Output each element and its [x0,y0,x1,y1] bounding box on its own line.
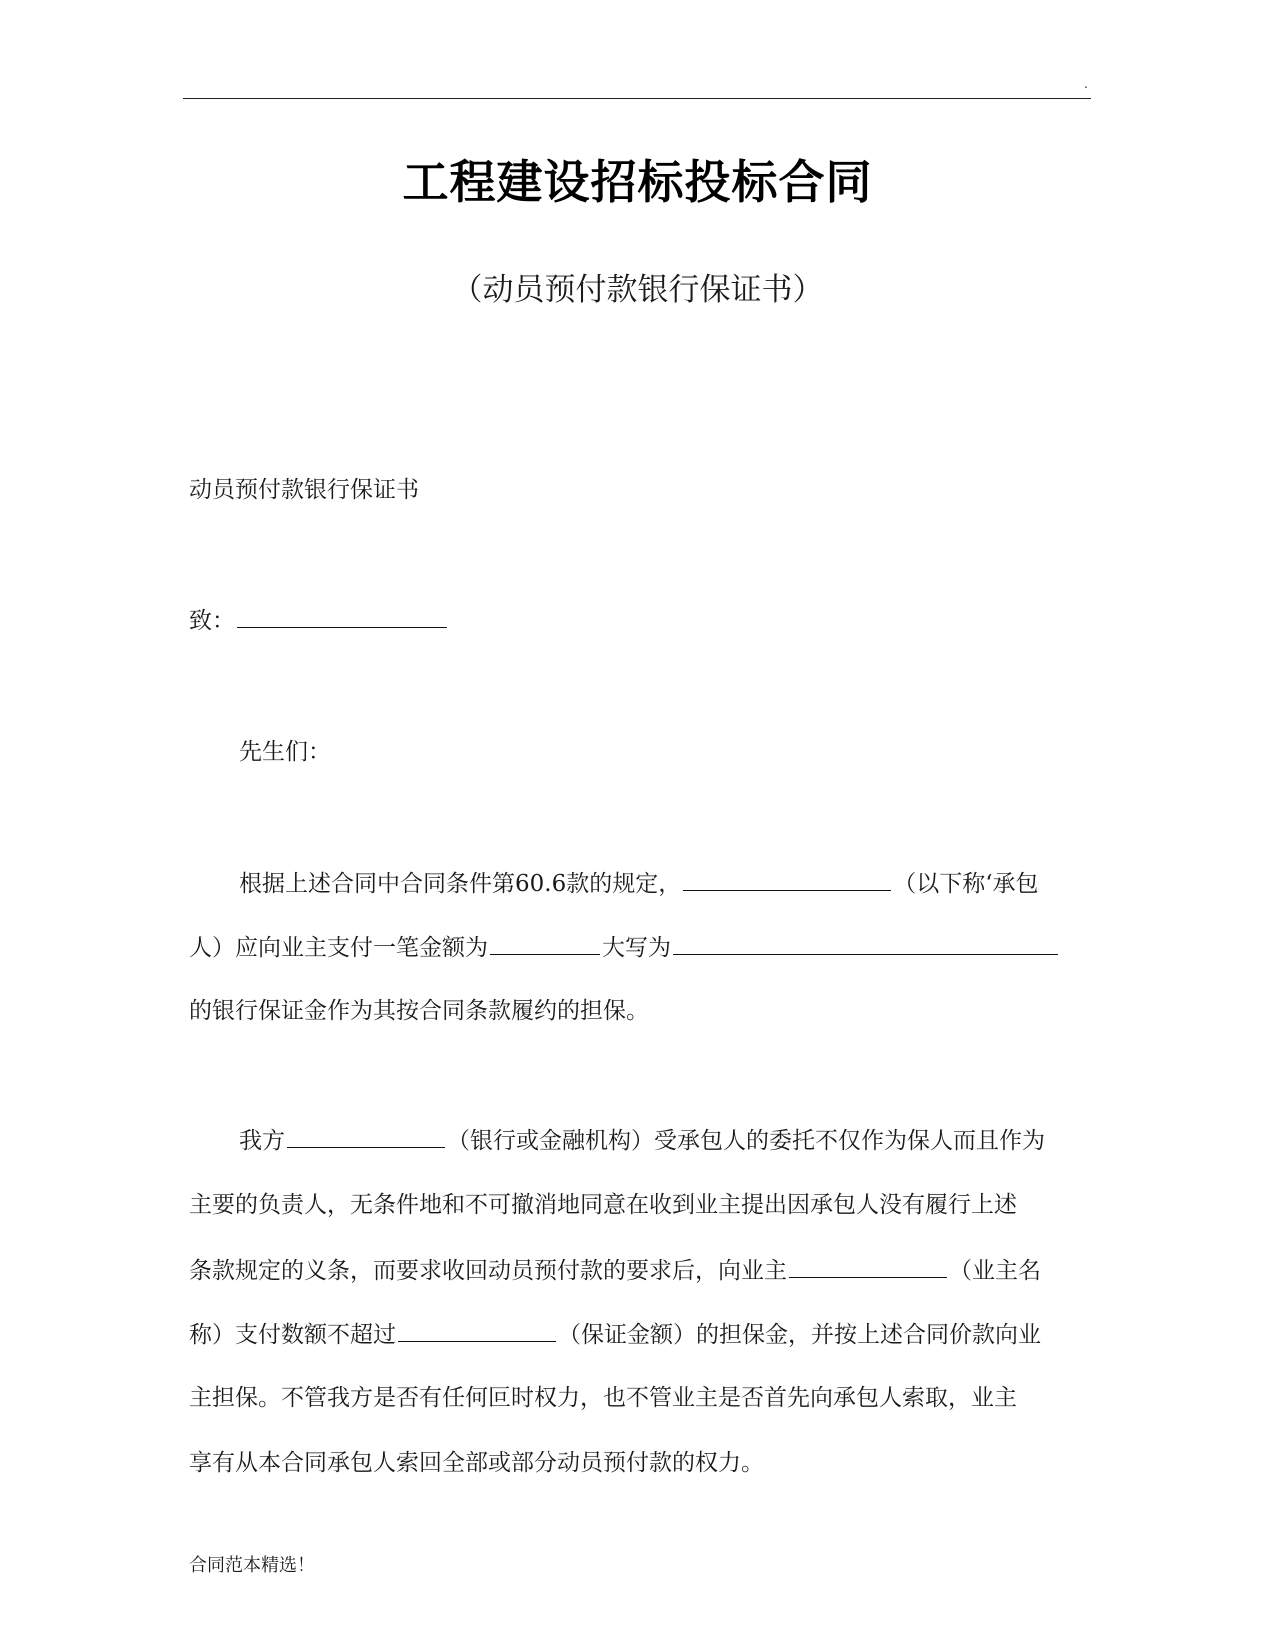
bank-name-blank[interactable] [287,1123,445,1148]
p2-text-d: （业主名 [949,1258,1041,1284]
addressee-blank[interactable] [237,603,447,628]
paragraph-2-line-3 [189,1253,1041,1288]
section-heading: 动员预付款银行保证书 [189,477,419,503]
amount-in-words-blank[interactable] [673,930,1058,955]
document-subtitle: （动员预付款银行保证书） [451,272,824,308]
p1-text-c: 人）应向业主支付一笔金额为 [189,935,488,961]
p2-text-b: （银行或金融机构）受承包人的委托不仅作为保人而且作为 [447,1128,1045,1154]
paragraph-2-line-2: 主要的负责人，无条件地和不可撤消地同意在收到业主提出因承包人没有履行上述 [189,1192,1017,1218]
paragraph-2-line-5: 主担保。不管我方是否有任何叵时权力，也不管业主是否首先向承包人索取，业主 [189,1385,1017,1411]
p2-text-f: （保证金额）的担保金，并按上述合同价款向业 [558,1322,1041,1348]
paragraph-2-line-4 [189,1317,1041,1352]
paragraph-1-line-3: 的银行保证金作为其按合同条款履约的担保。 [189,998,649,1024]
p2-text-e: 称）支付数额不超过 [189,1322,396,1348]
guarantee-amount-blank[interactable] [398,1317,556,1342]
header-rule [183,98,1091,99]
employer-name-blank[interactable] [789,1253,947,1278]
document-title: 工程建设招标投标合同 [402,155,873,209]
paragraph-1-line-1 [239,866,1039,901]
paragraph-2-line-6: 享有从本合同承包人索回全部或部分动员预付款的权力。 [189,1450,764,1476]
p1-text-a: 根据上述合同中合同条件第60.6款的规定， [239,871,682,897]
amount-blank[interactable] [490,930,600,955]
p2-text-c: 条款规定的义条，而要求收回动员预付款的要求后，向业主 [189,1258,787,1284]
addressee-label: 致： [189,608,235,634]
contractor-name-blank[interactable] [683,866,891,891]
p2-text-a: 我方 [239,1128,285,1154]
paragraph-1-line-2 [189,930,1060,965]
p1-text-b: （以下称‘承包 [893,871,1039,897]
page-footer: 合同范本精选！ [189,1555,315,1576]
p1-text-d: 大写为 [602,935,671,961]
addressee-line [189,603,449,638]
salutation: 先生们： [239,739,331,765]
paragraph-2-line-1 [239,1123,1045,1158]
header-mark: . [1084,77,1088,91]
